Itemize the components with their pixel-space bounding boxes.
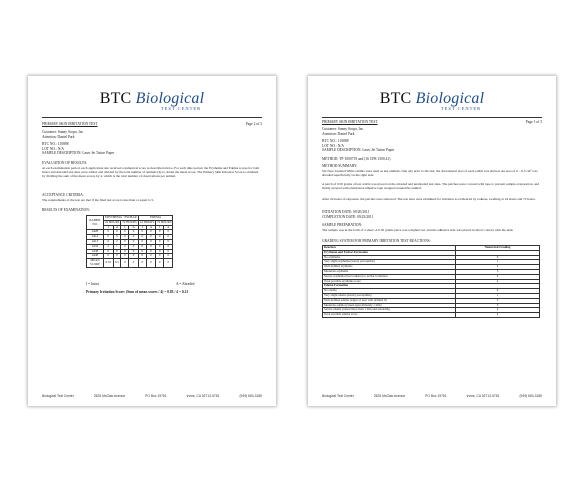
- mean-score-cell: 0: [129, 259, 138, 268]
- score-cell: 0: [138, 230, 146, 235]
- btc-logo: [308, 90, 556, 111]
- grade-cell: 4: [456, 313, 540, 318]
- score-cell: 0: [104, 230, 114, 235]
- btc-number: BTC NO.: 110888: [322, 139, 349, 143]
- score-cell: 0: [121, 249, 129, 254]
- reaction-cell: Severe erythema (beet redness) to eschar formation: [323, 274, 456, 279]
- footer-city: Irvine, CA 92713-9781: [186, 394, 220, 398]
- footer-city: Irvine, CA 92713-9781: [466, 394, 500, 398]
- method-paragraph-1: Six New Zealand White rabbits were used as test animals. One day prior to the test, the dorsolateral area of each rabbit was shaved. An area of 6 – 6.5 cm² was abraded superficially on the right side.: [322, 168, 538, 177]
- score-cell: 0: [156, 235, 164, 240]
- score-cell: 0: [164, 254, 173, 259]
- score-cell: 0: [156, 254, 164, 259]
- footer-address: 2525 McGaw Avenue: [93, 394, 126, 398]
- reaction-cell: Moderate edema (raised approximately 1 mm): [323, 303, 456, 308]
- score-cell: 0: [146, 230, 155, 235]
- logo-biological-text: Biological: [415, 90, 485, 107]
- logo-test-center-text: TEST CENTER: [440, 106, 482, 111]
- ia-header: I: [156, 225, 164, 230]
- page-number: Page 1 of 3: [525, 120, 542, 124]
- mean-score-cell: 0: [146, 259, 155, 268]
- mean-score-cell: 0: [121, 259, 129, 268]
- rabbit-number: 4448: [87, 254, 104, 259]
- score-cell: 0: [138, 235, 146, 240]
- header-divider: [322, 117, 542, 118]
- grade-cell: 1: [456, 293, 540, 298]
- report-title: PRIMARY SKIN IRRITATION TEST: [42, 122, 98, 126]
- results-body: [87, 230, 173, 259]
- ia-header: I: [104, 225, 114, 230]
- score-cell: 0: [121, 254, 129, 259]
- score-cell: 0: [138, 254, 146, 259]
- grading-table: [322, 245, 540, 318]
- initiation-date: INITIATION DATE: 09/20/2011: [322, 210, 370, 214]
- score-cell: 0: [129, 239, 138, 244]
- score-cell: 0: [146, 239, 155, 244]
- reaction-cell: Total possible erythema score: [323, 279, 456, 284]
- logo-test-center-text: TEST CENTER: [160, 106, 202, 111]
- grade-cell: 4: [456, 279, 540, 284]
- sample-prep-heading: SAMPLE PREPARATION:: [322, 223, 363, 227]
- method-paragraph-3: After 24 hours of exposure, the patches were removed. The test sites were examined for irritation as evidenced by redness, swelling at 24 hours and 72 hours.: [322, 197, 536, 201]
- grading-row: [323, 313, 540, 318]
- rabbit-number: 4428: [87, 230, 104, 235]
- reaction-cell: Very slight erythema (barely perceptible): [323, 260, 456, 265]
- customer-line: Customer: Sunny Scopa, Inc.: [322, 127, 365, 131]
- grade-cell: 3: [456, 269, 540, 274]
- mean-score-cell: 0.33: [104, 259, 114, 268]
- footer-po: PO Box 19781: [145, 394, 167, 398]
- grade-cell: 1: [456, 260, 540, 265]
- page-number: Page 2 of 3: [245, 122, 262, 126]
- hours-header: 24 HOURS: [139, 219, 155, 224]
- footer-phone: (949) 660-3185: [519, 394, 542, 398]
- mean-score-cell: 0: [156, 259, 164, 268]
- report-title: PRIMARY SKIN IRRITATION TEST: [322, 120, 378, 124]
- rabbit-number: 4413: [87, 239, 104, 244]
- score-cell: 0: [146, 254, 155, 259]
- score-cell: 0: [113, 254, 121, 259]
- score-cell: 2: [104, 244, 114, 249]
- rabbit-no-header: RABBIT NO.: [87, 216, 104, 230]
- grade-cell: 0: [456, 289, 540, 294]
- logo-biological-text: Biological: [135, 90, 205, 107]
- acceptance-text: The requirements of the test are met if the final test score is less than or equal to 5.: [42, 198, 154, 202]
- score-cell: 0: [156, 230, 164, 235]
- rabbit-number: 4414: [87, 235, 104, 240]
- method-line: METHOD: TP-1000719 and (16 CFR 1500.41): [322, 157, 391, 161]
- btc-number: BTC NO.: 110888: [42, 142, 69, 146]
- report-page-1: [308, 76, 556, 406]
- grading-heading: GRADING SYSTEM FOR PRIMARY IRRITATION TEST REACTIONS:: [322, 239, 431, 243]
- score-cell: 0: [138, 239, 146, 244]
- evaluation-heading: EVALUATION OF RESULTS:: [42, 161, 88, 165]
- grade-cell: 2: [456, 265, 540, 270]
- grade-cell: 4: [456, 308, 540, 313]
- primary-irritation-score: Primary Irritation Score: (Sum of mean scores / 4) = 0.83 / 4 = 0.21: [86, 290, 189, 294]
- grade-column-header: Numerical Grading: [456, 246, 540, 251]
- erythema-group-header: ERYTHEMA · ESCHAR: [105, 215, 137, 219]
- score-cell: 0: [146, 249, 155, 254]
- edema-group-header: EDEMA: [138, 216, 173, 221]
- score-cell: 0: [146, 235, 155, 240]
- rabbit-number: 4433: [87, 244, 104, 249]
- legend-abraded: A = Abraded: [176, 282, 195, 286]
- ia-header: A: [146, 225, 155, 230]
- score-cell: 0: [156, 239, 164, 244]
- grade-cell: 4: [456, 274, 540, 279]
- attention-line: Attention: Daniel Park: [322, 131, 355, 136]
- results-heading: RESULTS OF EXAMINATION:: [42, 208, 90, 212]
- score-cell: 0: [121, 244, 129, 249]
- reaction-cell: Moderate erythema: [323, 269, 456, 274]
- reaction-cell: Erythema and Eschar Formation: [323, 250, 456, 255]
- customer-line: Customer: Sunny Scopa, Inc.: [42, 130, 85, 134]
- score-cell: 0: [129, 230, 138, 235]
- reaction-cell: Edema Formation: [323, 284, 456, 289]
- reaction-cell: No erythema: [323, 255, 456, 260]
- score-cell: 0: [113, 230, 121, 235]
- ia-header: I: [121, 225, 129, 230]
- score-cell: 0: [113, 235, 121, 240]
- score-cell: 2: [113, 239, 121, 244]
- mean-score-label: MEAN SCORE: [87, 259, 104, 268]
- legend-intact: I = Intact: [86, 282, 100, 286]
- score-cell: 0: [129, 254, 138, 259]
- reaction-column-header: Reaction: [323, 246, 456, 251]
- reaction-cell: Severe edema (raised more than 1 mm and extending: [323, 308, 456, 313]
- reaction-cell: Well-defined edema (edges of area well defined by: [323, 298, 456, 303]
- results-table: [86, 215, 173, 268]
- lot-number: LOT NO.: N/A: [322, 143, 344, 148]
- sample-description: SAMPLE DESCRIPTION: Laser Jet Tattoo Paper: [42, 151, 115, 155]
- ia-header: A: [113, 225, 121, 230]
- score-cell: 0: [164, 235, 173, 240]
- hours-header: 24 HOURS: [105, 219, 120, 224]
- score-cell: 0: [138, 249, 146, 254]
- footer-po: PO Box 19781: [425, 394, 447, 398]
- score-cell: 0: [104, 239, 114, 244]
- footer-company: Biological Test Center: [322, 394, 354, 398]
- score-cell: 0: [164, 230, 173, 235]
- score-cell: 0: [129, 249, 138, 254]
- header-divider: [42, 117, 262, 118]
- score-cell: 1: [113, 244, 121, 249]
- score-cell: 0: [104, 249, 114, 254]
- score-cell: 0: [129, 244, 138, 249]
- grade-cell: 0: [456, 255, 540, 260]
- reaction-cell: Very slight edema (barely perceptible): [323, 293, 456, 298]
- score-cell: 0: [164, 239, 173, 244]
- hours-header: 72 HOURS: [157, 219, 172, 224]
- reaction-cell: Total possible edema score: [323, 313, 456, 318]
- lot-number: LOT NO.: N/A: [42, 146, 64, 151]
- acceptance-heading: ACCEPTANCE CRITERIA:: [42, 193, 84, 197]
- score-cell: 0: [156, 249, 164, 254]
- score-cell: 0: [104, 254, 114, 259]
- score-cell: 0: [113, 249, 121, 254]
- footer-address: 2525 McGaw Avenue: [373, 394, 406, 398]
- sample-prep-text: The sample was in the form of a sheet. A 0.50 grams piece was weighed out, and the adhesive side was placed in direct contact with the skin.: [322, 227, 514, 232]
- report-page-2: [28, 76, 276, 406]
- score-cell: 0: [138, 244, 146, 249]
- score-cell: 0: [164, 249, 173, 254]
- method-paragraph-2: A patch of 0.50 grams of test article was placed on the abraded and unabraded test sites. The patches were covered with tape to prevent sample evaporation, and firmly secured with elasticized adhesive tape wrapped around the animal.: [322, 182, 540, 191]
- sample-description: SAMPLE DESCRIPTION: Laser Jet Tattoo Paper: [322, 148, 395, 152]
- ia-header: A: [129, 225, 138, 230]
- grading-body: [323, 250, 540, 317]
- mean-score-cell: 0: [138, 259, 146, 268]
- logo-btc-text: BTC: [379, 90, 412, 107]
- score-cell: 0: [164, 244, 173, 249]
- score-cell: 0: [121, 239, 129, 244]
- page-footer: [322, 394, 542, 398]
- reaction-cell: Well-defined erythema: [323, 265, 456, 270]
- footer-phone: (949) 660-3185: [239, 394, 262, 398]
- reaction-cell: No edema: [323, 289, 456, 294]
- score-cell: 0: [129, 235, 138, 240]
- rabbit-number: 4438: [87, 249, 104, 254]
- footer-company: Biological Test Center: [42, 394, 74, 398]
- grade-cell: 2: [456, 298, 540, 303]
- btc-logo: [28, 90, 276, 111]
- hours-header: 72 HOURS: [122, 219, 137, 224]
- attention-line: Attention: Daniel Park: [42, 134, 75, 139]
- score-cell: 0: [121, 230, 129, 235]
- mean-score-cell: 0.5: [113, 259, 121, 268]
- score-cell: 0: [104, 235, 114, 240]
- page-footer: [42, 394, 262, 398]
- evaluation-text: At each examination period, each application site received a numerical score as described above. For each time period, the Erythema and Edema scores for both Intact and Abraded test sites were added, and divided by the total number of animals (6) to obtain the mean score. The Primary Skin Irritation Score is obtained by dividing the sum of the mean scores by 4, which is the total number of observations per animal.: [42, 166, 260, 179]
- score-cell: 0: [146, 244, 155, 249]
- completion-date: COMPLETION DATE: 09/23/2011: [322, 214, 374, 219]
- ia-header: A: [164, 225, 173, 230]
- ia-header: I: [138, 225, 146, 230]
- mean-score-cell: 0: [164, 259, 173, 268]
- grade-cell: 3: [456, 303, 540, 308]
- method-summary-heading: METHOD SUMMARY:: [322, 164, 358, 168]
- score-cell: 0: [121, 235, 129, 240]
- score-cell: 0: [156, 244, 164, 249]
- logo-btc-text: BTC: [99, 90, 132, 107]
